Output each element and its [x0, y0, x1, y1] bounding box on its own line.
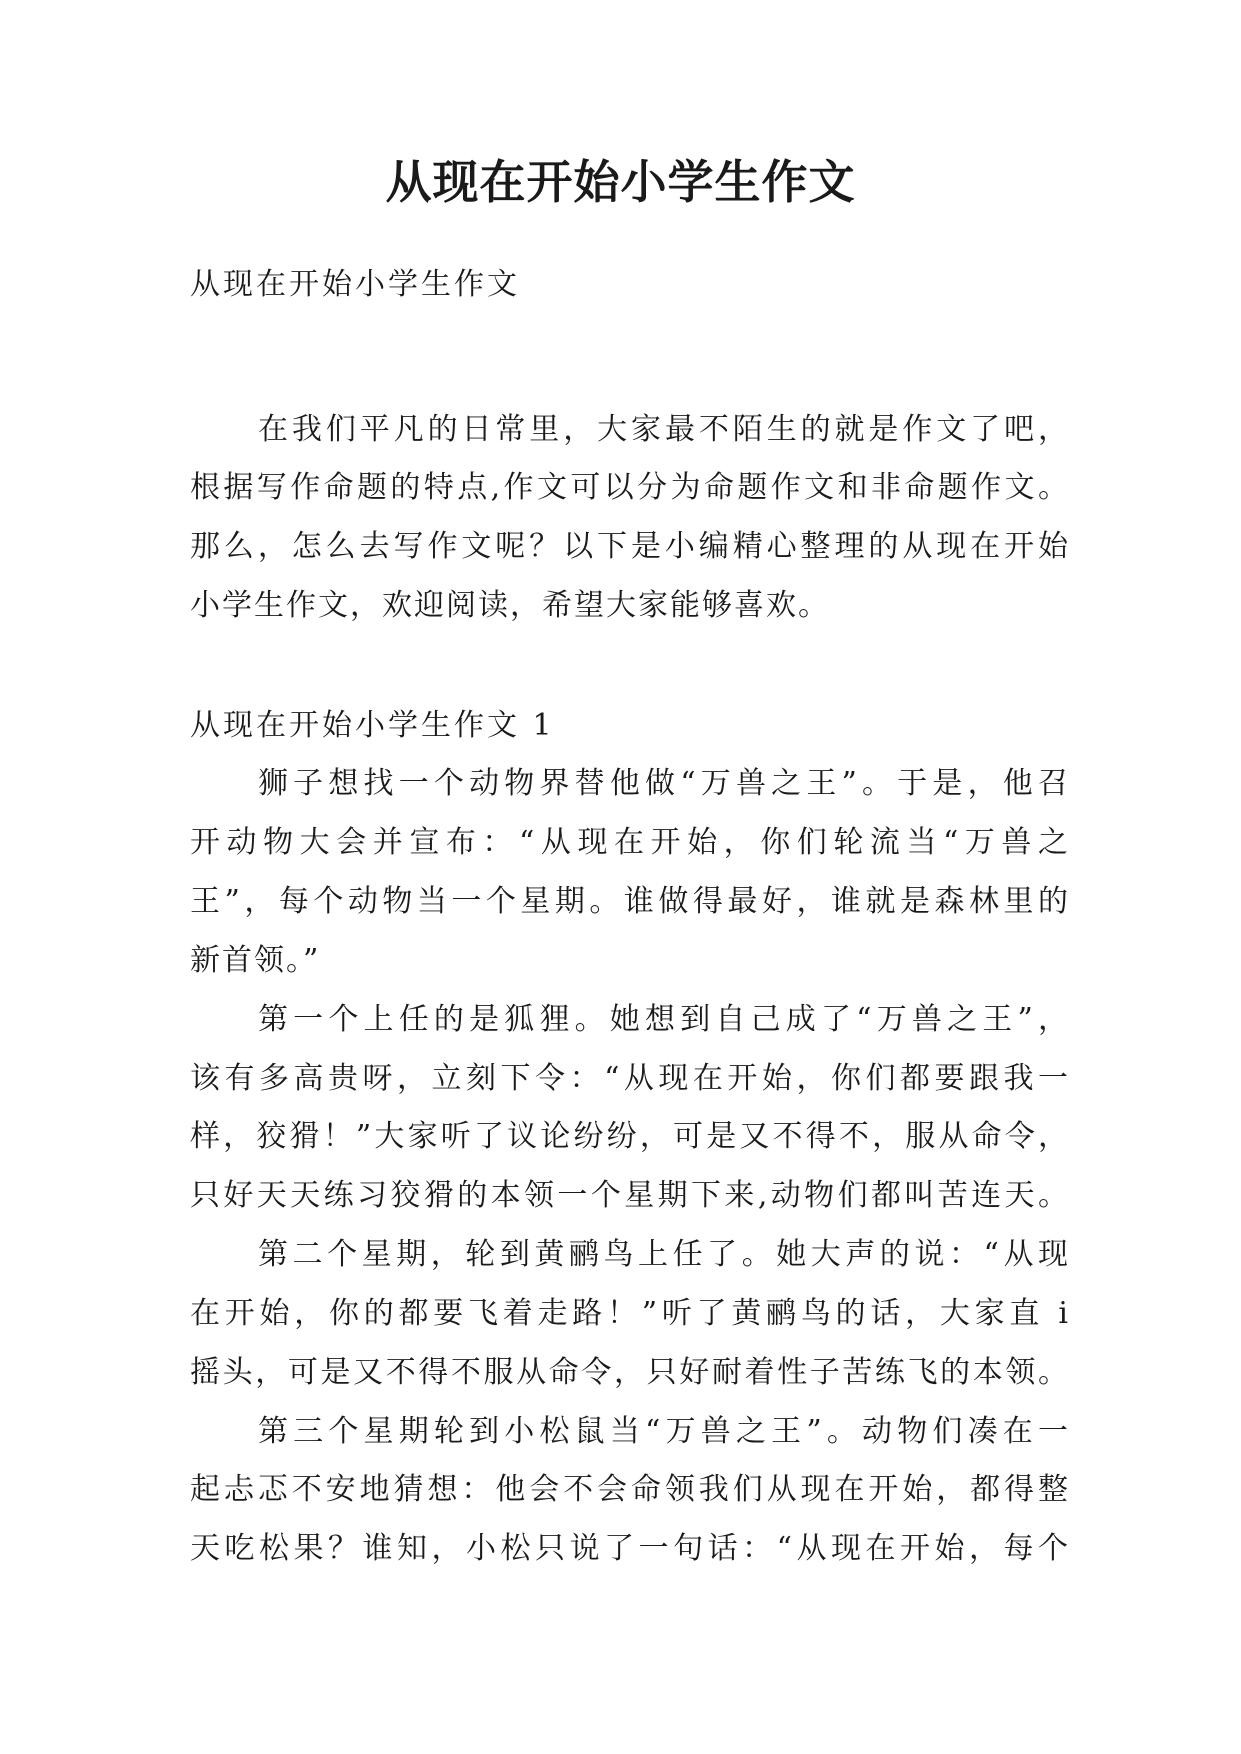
body-line: 只好天天练习狡猾的本领一个星期下来,动物们都叫苦连天。 — [190, 1178, 1070, 1213]
body-line: 第二个星期，轮到黄鹂鸟上任了。她大声的说：“从现 — [258, 1237, 1070, 1272]
section-heading: 从现在开始小学生作文 1 — [190, 708, 555, 743]
body-line: 第一个上任的是狐狸。她想到自己成了“万兽之王”， — [258, 1002, 1070, 1037]
body-line: 狮子想找一个动物界替他做“万兽之王”。于是，他召 — [258, 766, 1070, 801]
intro-line: 小学生作文，欢迎阅读，希望大家能够喜欢。 — [190, 588, 830, 623]
body-line: 开动物大会并宣布：“从现在开始，你们轮流当“万兽之 — [190, 825, 1070, 860]
body-line: 摇头，可是又不得不服从命令，只好耐着性子苦练飞的本领。 — [190, 1355, 1070, 1390]
intro-line: 根据写作命题的特点,作文可以分为命题作文和非命题作文。 — [190, 470, 1070, 505]
body-line: 第三个星期轮到小松鼠当“万兽之王”。动物们凑在一 — [258, 1414, 1070, 1449]
document-subtitle: 从现在开始小学生作文 — [190, 267, 520, 302]
body-line: 王”，每个动物当一个星期。谁做得最好，谁就是森林里的 — [190, 884, 1070, 919]
body-line: 该有多高贵呀，立刻下令：“从现在开始，你们都要跟我一 — [190, 1061, 1070, 1096]
document-title: 从现在开始小学生作文 — [385, 155, 856, 209]
body-line: 在开始，你的都要飞着走路！”听了黄鹂鸟的话，大家直 i — [190, 1296, 1070, 1331]
body-line: 新首领。” — [190, 943, 321, 978]
intro-line: 那么，怎么去写作文呢？以下是小编精心整理的从现在开始 — [190, 529, 1070, 564]
intro-line: 在我们平凡的日常里，大家最不陌生的就是作文了吧， — [258, 412, 1070, 447]
body-line: 天吃松果？谁知，小松只说了一句话：“从现在开始，每个 — [190, 1531, 1070, 1566]
body-line: 起忐忑不安地猜想：他会不会命领我们从现在开始，都得整 — [190, 1472, 1070, 1507]
body-line: 样，狡猾！”大家听了议论纷纷，可是又不得不，服从命令， — [190, 1119, 1070, 1154]
